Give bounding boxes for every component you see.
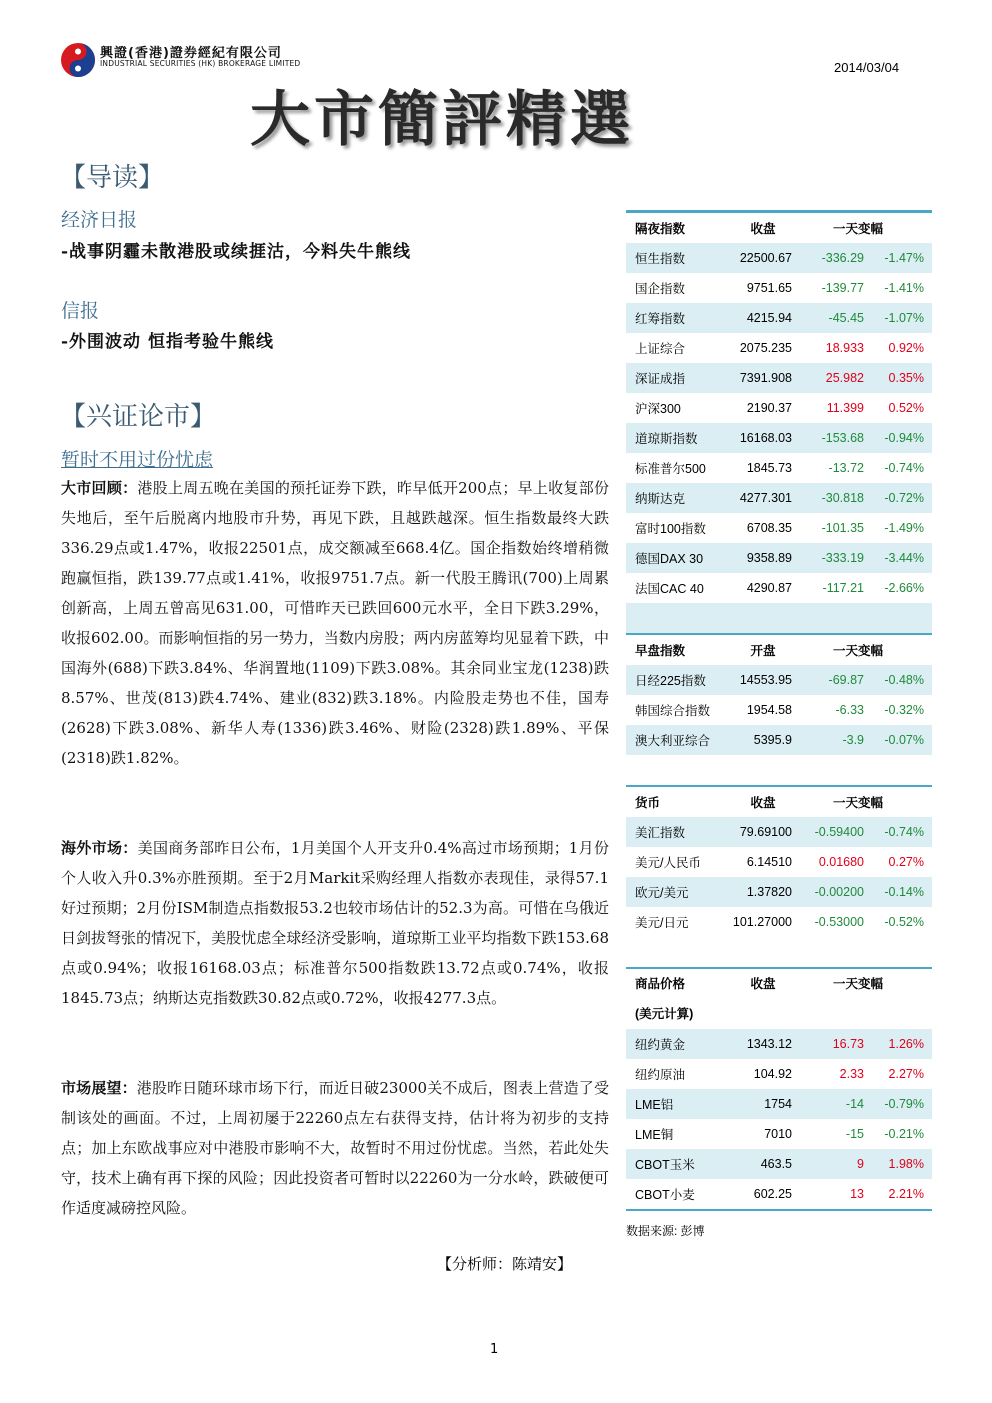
row-change: -117.21 bbox=[822, 581, 864, 595]
row-name: 法国CAC 40 bbox=[635, 582, 704, 596]
table-body-commodity bbox=[626, 1029, 932, 1209]
row-change: -13.72 bbox=[828, 461, 864, 475]
row-change: -101.35 bbox=[821, 521, 864, 535]
row-change: -3.9 bbox=[842, 733, 864, 747]
row-change-pct: 0.27% bbox=[888, 855, 924, 869]
guide-headline-2[interactable]: -外围波动 恒指考验牛熊线 bbox=[61, 332, 274, 352]
header-cell: 货币 bbox=[635, 796, 661, 810]
table-row bbox=[626, 695, 932, 725]
row-change: 16.73 bbox=[832, 1037, 864, 1051]
row-name: 纽约黄金 bbox=[635, 1038, 686, 1052]
table-row bbox=[626, 725, 932, 755]
data-source-note: 数据来源: 彭博 bbox=[626, 1224, 705, 1238]
row-close: 7391.908 bbox=[739, 371, 792, 385]
header-cell: 收盘 bbox=[750, 796, 776, 810]
table-row bbox=[626, 1089, 932, 1119]
row-close: 4290.87 bbox=[746, 581, 792, 595]
table-row bbox=[626, 573, 932, 603]
row-change-pct: -3.44% bbox=[884, 551, 924, 565]
table-spacer bbox=[626, 755, 932, 785]
table-header-commodity bbox=[626, 969, 932, 1029]
row-change: -336.29 bbox=[821, 251, 864, 265]
row-close: 1343.12 bbox=[746, 1037, 792, 1051]
row-close: 9751.65 bbox=[746, 281, 792, 295]
row-change: -15 bbox=[845, 1127, 864, 1141]
row-name: LME铝 bbox=[635, 1098, 674, 1112]
row-change: -0.53000 bbox=[814, 915, 864, 929]
market-data-table bbox=[626, 210, 932, 1211]
row-close: 2190.37 bbox=[746, 401, 792, 415]
row-name: CBOT玉米 bbox=[635, 1158, 695, 1172]
row-change-pct: -0.94% bbox=[884, 431, 924, 445]
row-change: -139.77 bbox=[821, 281, 864, 295]
row-change-pct: -0.52% bbox=[884, 915, 924, 929]
row-change-pct: -0.07% bbox=[884, 733, 924, 747]
table-row bbox=[626, 453, 932, 483]
row-close: 2075.235 bbox=[739, 341, 792, 355]
row-change: -14 bbox=[845, 1097, 864, 1111]
table-row bbox=[626, 1059, 932, 1089]
row-close: 1.37820 bbox=[746, 885, 792, 899]
guide-headline-1[interactable]: -战事阴霾未散港股或续捱沽，今料失牛熊线 bbox=[61, 242, 412, 262]
row-close: 22500.67 bbox=[739, 251, 792, 265]
row-change: 9 bbox=[857, 1157, 864, 1171]
header-cell: 一天变幅 bbox=[832, 222, 883, 236]
table-header-overnight bbox=[626, 213, 932, 243]
row-name: LME铜 bbox=[635, 1128, 674, 1142]
row-change: 11.399 bbox=[826, 401, 864, 415]
row-name: 深证成指 bbox=[635, 372, 686, 386]
row-close: 602.25 bbox=[753, 1187, 792, 1201]
row-change: -0.59400 bbox=[814, 825, 864, 839]
row-change: 2.33 bbox=[839, 1067, 864, 1081]
header-cell: 一天变幅 bbox=[832, 644, 883, 658]
row-change-pct: -0.74% bbox=[884, 461, 924, 475]
paragraph-text: 美国商务部昨日公布，1月美国个人开支升0.4%高过市场预期；1月份个人收入升0.3%亦胜预期。至于2月Markit采购经理人指数亦表现佳，录得57.1好过预期；2月份ISM制造点指数报53.2也较市场估计的52.3为高。可惜在乌俄近日剑拔弩张的情况下，美股忧虑全球经济受影响，道琼斯工业平均指数下跌153.68点或0.94%；收报16168.03点；标准普尔500指数跌13.72点或0.74%，收报1845.73点；纳斯达克指数跌30.82点或0.72%，收报4277.3点。 bbox=[61, 839, 609, 1007]
header-cell: 商品价格 (美元计算) bbox=[635, 977, 694, 1021]
row-name: 欧元/美元 bbox=[635, 886, 689, 900]
row-name: 富时100指数 bbox=[635, 522, 706, 536]
row-change-pct: -1.41% bbox=[884, 281, 924, 295]
row-name: 国企指数 bbox=[635, 282, 686, 296]
company-logo bbox=[60, 42, 96, 78]
table-row bbox=[626, 817, 932, 847]
paragraph-market-review bbox=[61, 473, 609, 773]
report-date: 2014/03/04 bbox=[834, 60, 900, 75]
row-change-pct: 1.98% bbox=[888, 1157, 924, 1171]
table-bottom-border bbox=[626, 1209, 932, 1211]
guide-source-2[interactable]: 信报 bbox=[61, 300, 100, 322]
row-name: 上证综合 bbox=[635, 342, 686, 356]
row-change: -45.45 bbox=[828, 311, 864, 325]
row-close: 101.27000 bbox=[732, 915, 792, 929]
table-row bbox=[626, 303, 932, 333]
row-change: -0.00200 bbox=[814, 885, 864, 899]
row-name: 日经225指数 bbox=[635, 674, 706, 688]
row-name: 澳大利亚综合 bbox=[635, 734, 711, 748]
row-close: 104.92 bbox=[753, 1067, 792, 1081]
row-close: 1754 bbox=[764, 1097, 792, 1111]
row-change-pct: 2.27% bbox=[888, 1067, 924, 1081]
table-row bbox=[626, 363, 932, 393]
row-close: 1954.58 bbox=[746, 703, 792, 717]
row-name: 纽约原油 bbox=[635, 1068, 686, 1082]
row-close: 4215.94 bbox=[746, 311, 792, 325]
paragraph-outlook bbox=[61, 1073, 609, 1223]
table-row bbox=[626, 423, 932, 453]
table-row bbox=[626, 333, 932, 363]
table-row bbox=[626, 1029, 932, 1059]
table-row bbox=[626, 847, 932, 877]
paragraph-label: 市场展望： bbox=[61, 1079, 137, 1097]
row-name: 道琼斯指数 bbox=[635, 432, 698, 446]
header-cell: 收盘 bbox=[750, 222, 776, 236]
row-change-pct: -1.07% bbox=[884, 311, 924, 325]
guide-source-1[interactable]: 经济日报 bbox=[61, 209, 138, 231]
row-name: 美元/日元 bbox=[635, 916, 689, 930]
row-name: 美汇指数 bbox=[635, 826, 686, 840]
table-row bbox=[626, 907, 932, 937]
row-name: 恒生指数 bbox=[635, 252, 686, 266]
row-name: 标准普尔500 bbox=[635, 462, 706, 476]
row-close: 1845.73 bbox=[746, 461, 792, 475]
row-name: 沪深300 bbox=[635, 402, 681, 416]
row-change-pct: -0.48% bbox=[884, 673, 924, 687]
header-cell: 隔夜指数 bbox=[635, 222, 686, 236]
commentary-heading: 【兴证论市】 bbox=[60, 402, 217, 432]
row-change-pct: 1.26% bbox=[888, 1037, 924, 1051]
table-row bbox=[626, 513, 932, 543]
table-row bbox=[626, 877, 932, 907]
table-header-currency bbox=[626, 787, 932, 817]
table-spacer bbox=[626, 937, 932, 967]
row-close: 6708.35 bbox=[746, 521, 792, 535]
page-title: 大市簡評精選 bbox=[250, 85, 634, 155]
row-change-pct: -0.32% bbox=[884, 703, 924, 717]
table-header-morning bbox=[626, 635, 932, 665]
row-change: 18.933 bbox=[825, 341, 864, 355]
row-change: 25.982 bbox=[825, 371, 864, 385]
row-close: 7010 bbox=[764, 1127, 792, 1141]
row-close: 6.14510 bbox=[746, 855, 792, 869]
row-change-pct: -0.79% bbox=[884, 1097, 924, 1111]
header-cell: 早盘指数 bbox=[635, 644, 686, 658]
row-change: -6.33 bbox=[835, 703, 864, 717]
paragraph-text: 港股上周五晚在美国的预托证券下跌，昨早低开200点；早上收复部份失地后，至午后脱离内地股市升势，再见下跌，且越跌越深。恒生指数最终大跌336.29点或1.47%，收报22501点，成交额减至668.4亿。国企指数始终增稍微跑赢恒指，跌139.77点或1.41%，收报9751.7点。新一代股王腾讯(700)上周累创新高，上周五曾高见631.00，可惜昨天已跌回600元水平，全日下跌3.29%，收报602.00。而影响恒指的另一势力，当数内房股；两内房蓝筹均见显着下跌，中国海外(688)下跌3.84%、华润置地(1109)下跌3.08%。其余同业宝龙(1238)跌8.57%、世茂(813)跌4.74%、建业(832)跌3.18%。内险股走势也不佳，国寿(2628)下跌3.08%、新华人寿(1336)跌3.46%、财险(2328)跌1.89%、平保(2318)跌1.82%。 bbox=[61, 479, 609, 767]
paragraph-overseas-market bbox=[61, 833, 609, 1013]
header-cell: 一天变幅 bbox=[832, 796, 883, 810]
row-change: -333.19 bbox=[821, 551, 864, 565]
table-row bbox=[626, 243, 932, 273]
row-change-pct: -1.49% bbox=[884, 521, 924, 535]
guide-heading: 【导读】 bbox=[60, 163, 165, 193]
table-row bbox=[626, 483, 932, 513]
paragraph-text: 港股昨日随环球市场下行，而近日破23000关不成后，图表上营造了受制该处的画面。不过，上周初屡于22260点左右获得支持，估计将为初步的支持点；加上东欧战事应对中港股市影响不大，故暂时不用过份忧虑。当然，若此处失守，技术上确有再下探的风险；因此投资者可暂时以22260为一分水岭，跌破便可作适度减磅控风险。 bbox=[61, 1079, 609, 1217]
row-change-pct: 0.92% bbox=[888, 341, 924, 355]
table-row bbox=[626, 543, 932, 573]
row-change: 13 bbox=[850, 1187, 864, 1201]
row-close: 9358.89 bbox=[746, 551, 792, 565]
header-cell: 一天变幅 bbox=[832, 977, 883, 991]
row-change-pct: 0.52% bbox=[888, 401, 924, 415]
table-row bbox=[626, 1119, 932, 1149]
row-name: 纳斯达克 bbox=[635, 492, 686, 506]
row-close: 79.69100 bbox=[739, 825, 792, 839]
row-change-pct: -0.72% bbox=[884, 491, 924, 505]
table-body-morning bbox=[626, 665, 932, 755]
page-number: 1 bbox=[490, 1342, 499, 1357]
company-name-en: INDUSTRIAL SECURITIES (HK) BROKERAGE LIMITED bbox=[100, 59, 301, 68]
paragraph-label: 海外市场： bbox=[61, 839, 138, 857]
row-name: 美元/人民币 bbox=[635, 856, 701, 870]
table-body-currency bbox=[626, 817, 932, 937]
commentary-subheading: 暂时不用过份忧虑 bbox=[61, 449, 214, 471]
row-change-pct: -0.21% bbox=[884, 1127, 924, 1141]
row-change-pct: -1.47% bbox=[884, 251, 924, 265]
header-cell: 开盘 bbox=[750, 644, 776, 658]
paragraph-label: 大市回顾： bbox=[61, 479, 138, 497]
row-close: 4277.301 bbox=[739, 491, 792, 505]
table-row bbox=[626, 665, 932, 695]
row-change: -69.87 bbox=[828, 673, 864, 687]
row-close: 5395.9 bbox=[753, 733, 792, 747]
table-row bbox=[626, 273, 932, 303]
row-name: 韩国综合指数 bbox=[635, 704, 711, 718]
row-change-pct: 2.21% bbox=[888, 1187, 924, 1201]
row-change: -153.68 bbox=[821, 431, 864, 445]
row-close: 16168.03 bbox=[739, 431, 792, 445]
table-spacer bbox=[626, 603, 932, 633]
row-change-pct: -0.74% bbox=[884, 825, 924, 839]
table-row bbox=[626, 1149, 932, 1179]
table-row bbox=[626, 1179, 932, 1209]
row-change-pct: -0.14% bbox=[884, 885, 924, 899]
row-change: -30.818 bbox=[821, 491, 864, 505]
company-name-cn: 興證(香港)證券經紀有限公司 bbox=[100, 46, 282, 61]
table-row bbox=[626, 393, 932, 423]
table-body-overnight bbox=[626, 243, 932, 603]
row-name: CBOT小麦 bbox=[635, 1188, 695, 1202]
row-close: 463.5 bbox=[760, 1157, 792, 1171]
row-change-pct: 0.35% bbox=[888, 371, 924, 385]
analyst-name: 【分析师：陈靖安】 bbox=[437, 1255, 573, 1273]
row-close: 14553.95 bbox=[739, 673, 792, 687]
row-name: 红筹指数 bbox=[635, 312, 686, 326]
row-name: 德国DAX 30 bbox=[635, 552, 704, 566]
row-change-pct: -2.66% bbox=[884, 581, 924, 595]
row-change: 0.01680 bbox=[818, 855, 864, 869]
header-cell: 收盘 bbox=[750, 977, 776, 991]
